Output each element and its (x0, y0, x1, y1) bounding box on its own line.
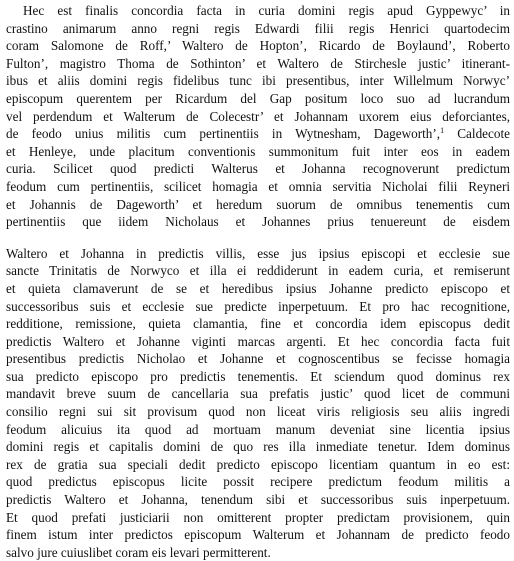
text-line: et Henleye, unde placitum conventionis summonitum fuit inter eos in eadem (6, 143, 510, 159)
text-line: domini regis et capitalis domini de quo res illa inmediate tenetur. Idem dominus (6, 439, 510, 455)
text-line: Et quod prefati justiciarii non omitterent propter predictam provisionem, quin (6, 509, 510, 525)
text-line: salvo jure cuiuslibet coram eis levari permitterent. (6, 544, 271, 560)
text-line: predictis Waltero et Johanne viginti marcas argenti. Et hec concordia facta fuit (6, 333, 510, 349)
text-line (6, 125, 510, 143)
text-line: ibus et aliis domini regis fidelibus tunc ibi presentibus, inter Willelmum Norwyc’ (6, 73, 510, 89)
text-line: feodum cum pertinentiis, scilicet homagia et omnia servitia Nicholai filii Reyneri (6, 178, 510, 194)
text-line: et quieta clamaverunt de se et heredibus ipsius Johanne predicto episcopo et (6, 280, 510, 296)
text-line: Waltero et Johanna in predictis villis, esse jus ipsius episcopi et ecclesie sue (6, 245, 510, 261)
text-line: sua predicto episcopo pro predictis tenementis. Et sciendum quod dominus rex (6, 368, 510, 384)
document-page (6, 2, 510, 561)
text-line: Fulton’, magistro Thoma de Sothinton’ et Waltero de Stirchesle justic’ itinerant- (6, 55, 510, 71)
text-line: coram Salomone de Roff,’ Waltero de Hopton’, Ricardo de Boylaund’, Roberto (6, 38, 510, 54)
text-line: successoribus suis et ecclesie sue predicte inperpetuum. Et pro hac recognitione, (6, 298, 510, 314)
paragraph-gap (6, 231, 510, 245)
paragraph-1 (6, 2, 510, 231)
text-line: pertinentiis que iidem Nicholaus et Johannes prius tenuereunt de eisdem (6, 214, 510, 230)
text-line: episcopum querentem per Ricardum del Gap positum loco suo ad lucrandum (6, 90, 510, 106)
text-line: consilio regni sui sit provisum quod non liceat viris religiosis seu aliis ingredi (6, 404, 510, 420)
footnote-marker[interactable]: 1 (440, 126, 445, 136)
text-line: crastino animarum anno regni regis Edwardi filii regis Henrici quartodecim (6, 20, 510, 36)
paragraph-2 (6, 245, 510, 561)
text-line: sancte Trinitatis de Norwyco et illa ei reddiderunt in eadem curia, et remiserunt (6, 263, 510, 279)
text-line: redditione, remissione, quieta clamantia, fine et concordia idem episcopus dedit (6, 316, 510, 332)
text-line: Hec est finalis concordia facta in curia domini regis apud Gyppewyc’ in (23, 3, 510, 18)
text-line: presentibus predictis Nicholao et Johanne et cognoscentibus se fecisse homagia (6, 351, 510, 367)
text-line-segment: de feodo unius militis cum pertinentiis in Wytnesham, Dageworth’, (6, 126, 441, 142)
text-line: mandavit breve suum de cancellaria sua prefatis justic’ quod licet de communi (6, 386, 510, 402)
text-line: rex de gratia sua speciali dedit predicto episcopo licentiam quantum in eo est: (6, 456, 510, 472)
text-line: finem istum inter predictos episcopum Walterum et Johannam de predicto feodo (6, 527, 510, 543)
text-line: predictis Waltero et Johanna, tenendum sibi et successoribus suis inperpetuum. (6, 492, 510, 508)
text-line-segment: Caldecote (444, 126, 510, 142)
text-line: curia. Scilicet quod predicti Walterus et Johanna recognoverunt predictum (6, 161, 510, 177)
text-line: vel perdendum et Walterum de Colecestr’ et Johannam uxorem eius deforciantes, (6, 108, 510, 124)
text-line: et Johannis de Dageworth’ et heredum suorum de omnibus tenementis cum (6, 196, 510, 212)
text-line: quod predictus episcopus licite possit recipere predictum feodum militis a (6, 474, 510, 490)
text-line: feodum alicuius ita quod ad mortuam manum deveniat sine licentia ipsius (6, 421, 510, 437)
